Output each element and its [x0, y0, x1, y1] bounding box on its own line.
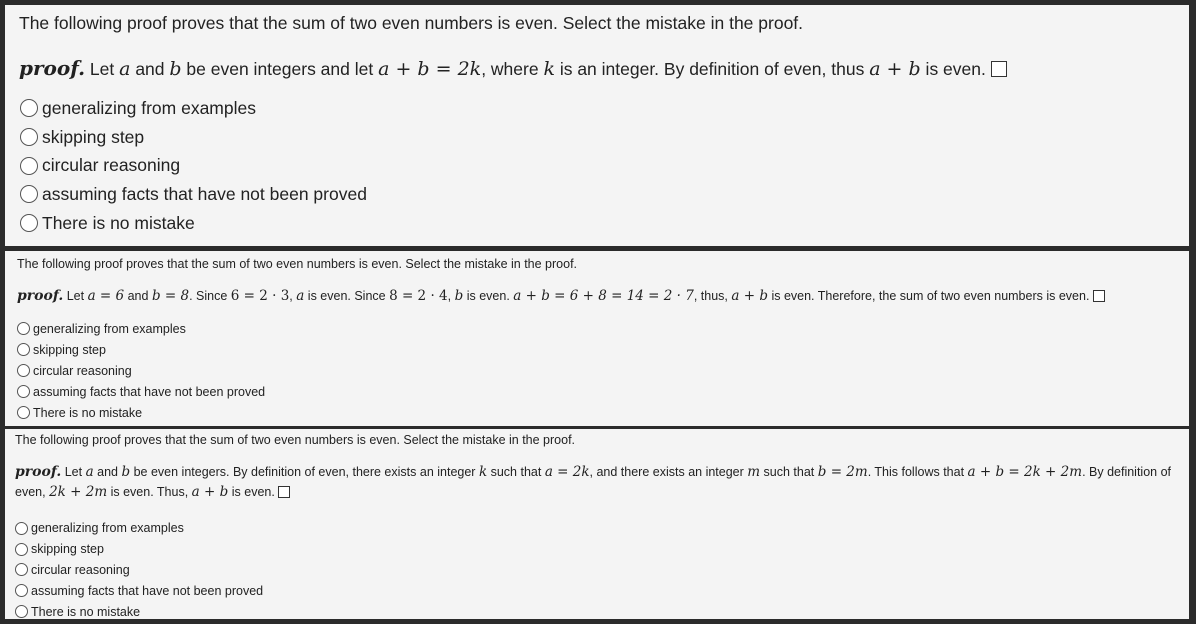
- option-label: There is no mistake: [31, 604, 141, 619]
- math-expr: a: [296, 288, 305, 304]
- proof-segment: . By definition of even,: [15, 465, 1172, 499]
- answer-options: [17, 318, 1189, 423]
- proof-segment: and: [93, 465, 122, 479]
- proof-segment: ,: [447, 289, 455, 303]
- qed-box: [1093, 290, 1105, 302]
- question-panel-3: [5, 429, 1189, 619]
- question-text: The following proof proves that the sum of two even numbers is even. Select the mistake in the proof.: [19, 13, 804, 33]
- answer-options: [19, 94, 1189, 237]
- math-expr: a + b = 6 + 8 = 14 = 2 · 7: [513, 288, 694, 304]
- option-generalizing[interactable]: [17, 318, 1189, 339]
- proof-segment: such that: [487, 465, 545, 479]
- option-label: circular reasoning: [33, 363, 132, 378]
- option-skipping-step[interactable]: [17, 339, 1189, 360]
- option-skipping-step[interactable]: [19, 123, 1189, 152]
- math-expr: a + b = 2k + 2m: [967, 464, 1083, 480]
- math-expr: k: [543, 58, 555, 80]
- math-expr: a + b: [191, 484, 229, 500]
- proof-segment: is even. Therefore, the sum of two even numbers is even.: [767, 289, 1093, 303]
- proof-segment: such that: [760, 465, 818, 479]
- radio-button[interactable]: [17, 385, 30, 398]
- option-no-mistake[interactable]: [15, 601, 1189, 622]
- proof-label: proof.: [17, 288, 64, 304]
- option-assuming-facts[interactable]: [17, 381, 1189, 402]
- radio-button[interactable]: [15, 522, 28, 535]
- math-expr: b = 2m: [817, 464, 868, 480]
- proof-segment: , and there exists an integer: [589, 465, 748, 479]
- math-expr: b = 8: [151, 288, 190, 304]
- math-expr: a = 6: [87, 288, 125, 304]
- proof-label: proof.: [19, 56, 86, 80]
- question-text: The following proof proves that the sum of two even numbers is even. Select the mistake in the proof.: [15, 433, 576, 447]
- radio-button[interactable]: [20, 157, 38, 175]
- math-expr: a + b: [869, 58, 921, 80]
- radio-button[interactable]: [17, 364, 30, 377]
- math-expr: b: [454, 288, 464, 304]
- radio-button[interactable]: [20, 185, 38, 203]
- option-label: generalizing from examples: [42, 97, 256, 118]
- option-no-mistake[interactable]: [17, 402, 1189, 423]
- radio-button[interactable]: [20, 214, 38, 232]
- proof-segment: is even. Since: [304, 289, 390, 303]
- proof-segment: is even. Thus,: [107, 485, 192, 499]
- proof-segment: . Since: [189, 289, 231, 303]
- radio-button[interactable]: [15, 605, 28, 618]
- radio-button[interactable]: [15, 563, 28, 576]
- option-label: skipping step: [42, 126, 145, 147]
- proof-segment: be even integers and let: [181, 59, 379, 79]
- proof-segment: , thus,: [693, 289, 732, 303]
- math-expr: a = 2k: [544, 464, 590, 480]
- proof-text: [19, 56, 1189, 81]
- radio-button[interactable]: [20, 99, 38, 117]
- math-expr: m: [747, 464, 761, 480]
- question-panel-1: [5, 5, 1189, 246]
- proof-segment: is even.: [920, 59, 991, 79]
- option-label: skipping step: [31, 542, 104, 557]
- proof-segment: Let: [63, 289, 88, 303]
- proof-segment: is an integer. By definition of even, thus: [554, 59, 870, 79]
- math-expr: a: [119, 58, 131, 80]
- option-assuming-facts[interactable]: [19, 180, 1189, 209]
- option-label: assuming facts that have not been proved: [42, 183, 367, 204]
- option-generalizing[interactable]: [19, 94, 1189, 123]
- radio-button[interactable]: [15, 543, 28, 556]
- option-label: generalizing from examples: [33, 321, 186, 336]
- option-label: circular reasoning: [42, 155, 181, 176]
- question-text: The following proof proves that the sum of two even numbers is even. Select the mistake in the proof.: [17, 257, 578, 271]
- question-panel-2: [5, 251, 1189, 426]
- proof-segment: Let: [85, 59, 120, 79]
- option-label: There is no mistake: [42, 212, 195, 233]
- proof-segment: is even.: [463, 289, 514, 303]
- option-label: assuming facts that have not been proved: [33, 384, 266, 399]
- option-label: circular reasoning: [31, 562, 130, 577]
- math-expr: b: [121, 464, 131, 480]
- proof-label: proof.: [15, 464, 62, 480]
- proof-text: [15, 462, 1187, 502]
- radio-button[interactable]: [17, 322, 30, 335]
- math-expr: b: [169, 58, 182, 80]
- proof-segment: , where: [481, 59, 544, 79]
- radio-button[interactable]: [17, 343, 30, 356]
- qed-box: [991, 61, 1007, 77]
- option-label: skipping step: [33, 342, 106, 357]
- option-skipping-step[interactable]: [15, 539, 1189, 560]
- math-expr: a: [85, 464, 94, 480]
- math-expr: a + b = 2k: [378, 58, 482, 80]
- proof-segment: and: [124, 289, 152, 303]
- math-expr: 8 = 2 · 4: [389, 288, 448, 304]
- option-generalizing[interactable]: [15, 518, 1189, 539]
- option-circular-reasoning[interactable]: [17, 360, 1189, 381]
- option-circular-reasoning[interactable]: [15, 560, 1189, 581]
- option-label: There is no mistake: [33, 405, 143, 420]
- proof-segment: be even integers. By definition of even, there exists an integer: [130, 465, 479, 479]
- radio-button[interactable]: [15, 584, 28, 597]
- proof-segment: ,: [289, 289, 297, 303]
- option-label: assuming facts that have not been proved: [31, 583, 264, 598]
- radio-button[interactable]: [20, 128, 38, 146]
- proof-segment: Let: [61, 465, 86, 479]
- answer-options: [15, 518, 1189, 622]
- proof-segment: . This follows that: [867, 465, 968, 479]
- proof-segment: is even.: [228, 485, 279, 499]
- math-expr: a + b: [731, 288, 768, 304]
- option-assuming-facts[interactable]: [15, 580, 1189, 601]
- qed-box: [278, 486, 290, 498]
- math-expr: k: [478, 464, 488, 480]
- option-label: generalizing from examples: [31, 521, 184, 536]
- option-circular-reasoning[interactable]: [19, 151, 1189, 180]
- proof-text: [17, 287, 1189, 305]
- math-expr: 6 = 2 · 3: [230, 288, 290, 304]
- proof-segment: and: [130, 59, 170, 79]
- radio-button[interactable]: [17, 406, 30, 419]
- option-no-mistake[interactable]: [19, 209, 1189, 238]
- math-expr: 2k + 2m: [49, 484, 108, 500]
